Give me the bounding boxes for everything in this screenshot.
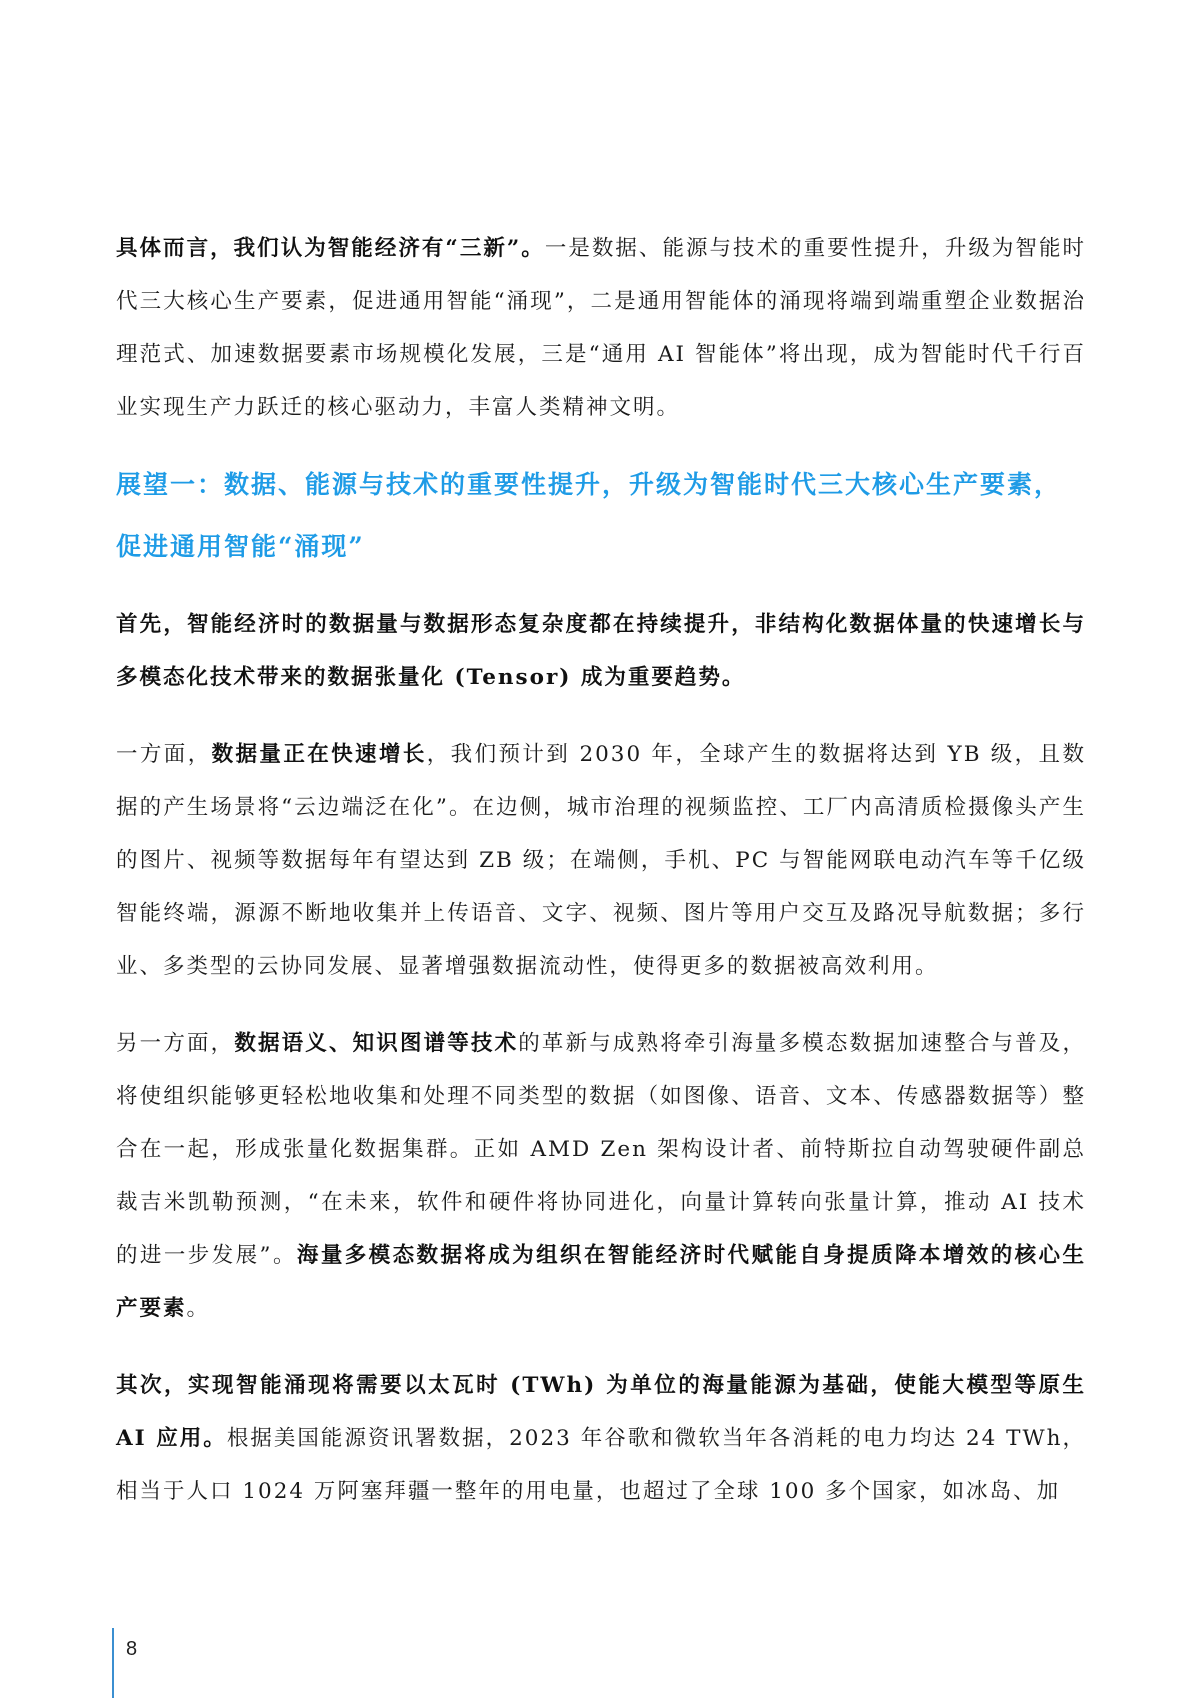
other-hand-bold: 数据语义、知识图谱等技术 (234, 1031, 519, 1056)
one-hand-paragraph (116, 728, 1086, 993)
other-hand-bold-end: 海量多模态数据将成为组织在智能经济时代赋能自身提质降本增效的核心生产要素 (116, 1243, 1086, 1321)
first-point-bold: 首先，智能经济时的数据量与数据形态复杂度都在持续提升，非结构化数据体量的快速增长与多模态化技术带来的数据张量化 (Tensor) 成为重要趋势。 (116, 612, 1086, 690)
intro-bold-lead: 具体而言，我们认为智能经济有“三新”。 (116, 236, 545, 261)
section-heading: 展望一：数据、能源与技术的重要性提升，升级为智能时代三大核心生产要素，促进通用智能“涌现” (116, 470, 1062, 561)
other-hand-lead: 另一方面， (116, 1031, 235, 1056)
other-hand-paragraph (116, 1017, 1086, 1335)
intro-text: 一是数据、能源与技术的重要性提升，升级为智能时代三大核心生产要素，促进通用智能“涌现”，二是通用智能体的涌现将端到端重塑企业数据治理范式、加速数据要素市场规模化发展，三是“通用 AI 智能体”将出现，成为智能时代千行百业实现生产力跃迁的核心驱动力，丰富人类精神文明。 (116, 236, 1086, 420)
second-point-text: 根据美国能源资讯署数据，2023 年谷歌和微软当年各消耗的电力均达 24 TWh，相当于人口 1024 万阿塞拜疆一整年的用电量，也超过了全球 100 多个国家，如冰岛、加 (116, 1426, 1086, 1504)
second-point-paragraph (116, 1359, 1086, 1518)
one-hand-lead: 一方面， (116, 742, 212, 767)
page-content (116, 222, 1086, 1518)
intro-paragraph (116, 222, 1086, 434)
first-point-paragraph (116, 598, 1086, 704)
page-number: 8 (126, 1638, 138, 1660)
other-hand-end: 。 (186, 1296, 211, 1321)
one-hand-text: ，我们预计到 2030 年，全球产生的数据将达到 YB 级，且数据的产生场景将“云边端泛在化”。在边侧，城市治理的视频监控、工厂内高清质检摄像头产生的图片、视频等数据每年有望达到 ZB 级；在端侧，手机、PC 与智能网联电动汽车等千亿级智能终端，源源不断地收集并上传语音、文字、视频、图片等用户交互及路况导航数据；多行业、多类型的云协同发展、显著增强数据流动性，使得更多的数据被高效利用。 (116, 742, 1086, 979)
other-hand-text: 的革新与成熟将牵引海量多模态数据加速整合与普及，将使组织能够更轻松地收集和处理不同类型的数据（如图像、语音、文本、传感器数据等）整合在一起，形成张量化数据集群。正如 AMD Zen 架构设计者、前特斯拉自动驾驶硬件副总裁吉米凯勒预测，“在未来，软件和硬件将协同进化，向量计算转向张量计算，推动 AI 技术的进一步发展”。 (116, 1031, 1086, 1268)
second-point-bold: 其次，实现智能涌现将需要以太瓦时 (TWh) 为单位的海量能源为基础，使能大模型等原生 AI 应用。 (116, 1373, 1086, 1451)
one-hand-bold: 数据量正在快速增长 (211, 742, 427, 767)
page-footer (112, 1628, 138, 1698)
